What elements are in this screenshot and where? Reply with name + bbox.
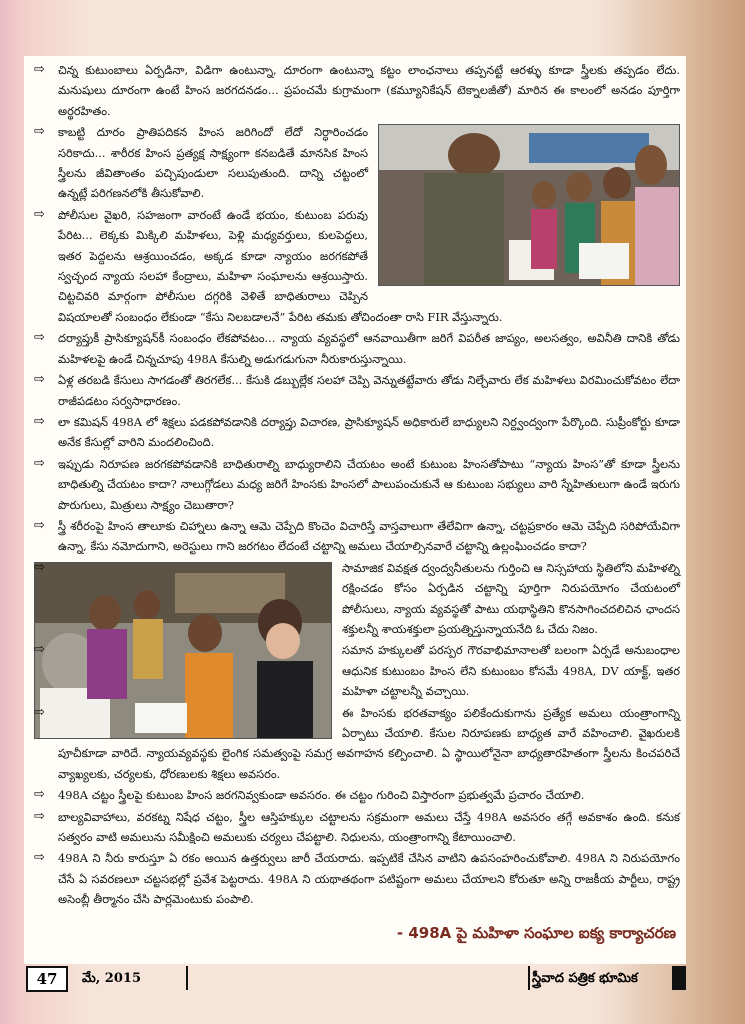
arrow-bullet-icon: ⇨ [34, 642, 45, 658]
arrow-bullet-icon: ⇨ [34, 62, 45, 77]
arrow-bullet-icon: ⇨ [34, 704, 45, 720]
bullet-paragraph [34, 454, 680, 515]
arrow-bullet-icon: ⇨ [34, 330, 45, 346]
article-signature: - 498A పై మహిళా సంఘాల ఐక్య కార్యాచరణ [396, 923, 676, 942]
bullet-paragraph [34, 807, 680, 848]
arrow-bullet-icon: ⇨ [34, 808, 45, 824]
bullet-paragraph [34, 328, 680, 369]
paragraph-text: 498A ని నీరు కారుస్తూ ఏ రకం అయిన ఉత్తర్వులు జారీ చేయరాదు. ఇప్పటికే చేసిన వాటిని ఉపసంహరించుకోవాలి. 498A ని నిరుపయోగం చేసే ఏ సవరణలూ చట్టసభల్లో ప్రవేశ పెట్టరాదు. 498A ని యథాతథంగా పటిష్టంగా అమలు చేయాలని కోరుతూ అన్ని రాజకీయ పార్టీలు, రాష్ట్ర అసెంబ్లీ తీర్మానం చేసి పార్లమెంటుకు పంపాలి. [58, 851, 680, 907]
arrow-bullet-icon: ⇨ [34, 372, 45, 388]
arrow-bullet-icon: ⇨ [34, 455, 45, 471]
arrow-bullet-icon: ⇨ [34, 206, 45, 222]
arrow-bullet-icon: ⇨ [34, 124, 45, 140]
arrow-bullet-icon: ⇨ [34, 559, 45, 575]
bullet-paragraph [34, 640, 680, 701]
bullet-paragraph [34, 370, 680, 411]
issue-date: మే, 2015 [82, 971, 141, 986]
paragraph-text: చిన్న కుటుంబాలు ఏర్పడినా, విడిగా ఉంటున్నా, దూరంగా ఉంటున్నా కట్టం లాంఛనాలు తప్పనట్టే ఆరళ్ళు కూడా స్త్రీలకు తప్పడం లేదు. మనుషులు దూరంగా ఉంటే హింస జరగదనడం... ప్రపంచమే కుగ్రామంగా (కమ్యూనికేషన్ టెక్నాలజీతో) మారిన ఈ కాలంలో అనడం పూర్తిగా అర్థరహితం. [58, 63, 680, 118]
paragraph-text: సమాన హక్కులతో పరస్పర గౌరవాభిమానాలతో బలంగా ఏర్పడే అనుబంధాల ఆధునిక కుటుంబం హింస లేని కుటుంబం కోసమే 498A, DV యాక్ట్, ఇతర మహిళా చట్టాలన్నీ వచ్చాయి. [342, 643, 680, 699]
bullet-paragraph [34, 412, 680, 453]
page-footer [26, 966, 686, 992]
paragraph-text: బాల్యవివాహాలు, వరకట్న నిషేధ చట్టం, స్త్రీల ఆస్తిహక్కుల చట్టాలను సక్రమంగా అమలు చేస్తే 498A అవసరం తగ్గే అవకాశం ఉంది. కనుక సత్వరం వాటి అమలును సమీక్షించి అమలుకు చర్యలు చేపట్టాలి. నిధులను, యంత్రాంగాన్ని కేటాయించాలి. [58, 809, 680, 845]
magazine-name: స్త్రీవాద పత్రిక భూమిక [532, 971, 638, 986]
paragraph-text: కాబట్టి దూరం ప్రాతిపదికన హింస జరిగిందో లేదో నిర్ధారించడం సరికాదు... శారీరక హింస ప్రత్యక్ష సాక్ష్యంగా కనబడితే మానసిక హింస స్త్రీలను జీవితాంతం పచ్చిపుండులా సలుపుతుంది. దాన్ని చట్టంలో ఉన్నట్లే పరిగణనలోకి తీసుకోవాలి. [58, 125, 368, 201]
bullet-paragraph [34, 703, 680, 785]
article-page [24, 56, 686, 964]
arrow-bullet-icon: ⇨ [34, 850, 45, 866]
bullet-paragraph [34, 122, 680, 204]
footer-divider [186, 966, 530, 990]
page-number: 47 [26, 966, 68, 992]
paragraph-text: స్త్రీ శరీరంపై హింస తాలూకు చిహ్నాలు ఉన్నా ఆమె చెప్పేది కొంచెం విచారిస్తే వాస్తవాలుగా తేలేవిగా ఉన్నా, చట్టప్రకారం ఆమె చెప్పేది సరిపోయేవిగా ఉన్నా, కేసు నమోదుగాని, అరెస్టులు గాని జరగటం లేదంటే చట్టాన్ని అమలు చేయాల్సినవారే చట్టాన్ని ఉల్లంఘించడం కాదా? [58, 518, 680, 554]
bullet-paragraph [34, 516, 680, 557]
bullet-paragraph [34, 558, 680, 640]
bullet-paragraph [34, 205, 680, 327]
footer-block-icon [672, 966, 686, 990]
bullet-paragraph [34, 60, 680, 121]
paragraph-text: ఈ హింసకు భరతవాక్యం పలికేందుకుగాను ప్రత్యేక అమలు యంత్రాంగాన్ని ఏర్పాటు చేయాలి. కేసుల నిరూపణకు బాధ్యత వారే వహించాలి. వైఖరులకి పూచీకూడా వారిదే. న్యాయవ్యవస్థకు లైంగిక సమత్వంపై సమగ్ర అవగాహన కల్పించాలి. ఏ స్థాయిలోనైనా బాధ్యతారహితంగా స్త్రీలను కించపరిచే వ్యాఖ్యలకు, చర్యలకు, ధోరణులకు శిక్షలు అవసరం. [58, 705, 680, 781]
arrow-bullet-icon: ⇨ [34, 413, 45, 429]
paragraph-text: సామాజిక వివక్షత ద్వంద్వనీతులను గుర్తించి ఆ నిస్సహాయ స్థితిలోని మహిళల్ని రక్షించడం కోసం ఏర్పడిన చట్టాన్ని పూర్తిగా నిరుపయోగం చేయటంలో పోలీసులు, న్యాయ వ్యవస్థతో పాటు యథాస్థితిని కొనసాగించదలిచిన ఛాందస శక్తులన్నీ శాయశక్తులా ప్రయత్నిస్తున్నాయనేది ఓ చేదు నిజం. [342, 560, 680, 636]
paragraph-text: 498A చట్టం స్త్రీలపై కుటుంబ హింస జరగనివ్వకుండా అవసరం. ఈ చట్టం గురించి విస్తారంగా ప్రభుత్వమే ప్రచారం చేయాలి. [58, 788, 585, 803]
paragraph-text: ఏళ్ల తరబడి కేసులు సాగడంతో తిరగలేక... కేసుకి డబ్బుల్లేక సలహా చెప్పి వెన్నుతట్టేవారు తోడు నిల్చేవారు లేక మహిళలు విరమించుకోవటం లేదా రాజీపడటం సర్వసాధారణం. [58, 373, 680, 408]
arrow-bullet-icon: ⇨ [34, 787, 45, 803]
paragraph-text: ఇప్పుడు నిరూపణ జరగకపోవడానికి బాధితురాల్ని బాధ్యురాలిని చేయటం అంటే కుటుంబ హింసతోపాటు “న్యాయ హింస”తో కూడా స్త్రీలను బాధితుల్ని చేయటం కాదా? నాలుగ్గోడలు మధ్య జరిగే హింసకు హింసలో పాలుపంచుకునే ఆ కుటుంబ సభ్యులు వారి స్నేహితులుగా ఉండే ఇరుగు పొరుగులు, మిత్రులు సాక్ష్యం చెబుతారా? [58, 456, 680, 512]
arrow-bullet-icon: ⇨ [34, 517, 45, 533]
bullet-paragraph [34, 785, 680, 805]
paragraph-text: పోలీసుల వైఖరి, సహజంగా వారంటే ఉండే భయం, కుటుంబ పరువు పేరిట... లెక్కకు మిక్కిలి మహిళలు, పెళ్లి మధ్యవర్తులు, కులపెద్దలు, ఇతర పెద్దలను ఆశ్రయించడం, అక్కడ కూడా న్యాయం జరగకపోతే స్వచ్ఛంద న్యాయ సలహా కేంద్రాలు, మహిళా సంఘాలను ఆశ్రయిస్తారు. చిట్టచివరి మార్గంగా పోలీసుల దగ్గరికి వెళితే బాధితురాలు చెప్పిన విషయాలతో సంబంధం లేకుండా “కేసు నిలబడాలనే” పేరిట తమకు తోచిందంతా రాసి FIR వేస్తున్నారు. [58, 207, 503, 324]
bullet-paragraph [34, 848, 680, 909]
paragraph-text: దర్యాప్తుకీ ప్రాసిక్యూషన్‌కీ సంబంధం లేకపోవటం... న్యాయ వ్యవస్థలో ఆనవాయితీగా జరిగే విపరీత జాప్యం, అలసత్వం, అవినీతి దానికి తోడు మహిళలపై ఉండే చిన్నచూపు 498A కేసుల్ని అడుగడుగునా నీరుకారుస్తున్నాయి. [58, 331, 680, 366]
paragraph-text: లా కమిషన్ 498A లో శిక్షలు పడకపోవడానికి దర్యాప్తు విచారణ, ప్రాసిక్యూషన్ అధికారులే బాధ్యులని నిర్ద్వంద్వంగా పేర్కొంది. సుప్రీంకోర్టు కూడా అనేక కేసుల్లో వారిని మందలించింది. [58, 414, 680, 450]
